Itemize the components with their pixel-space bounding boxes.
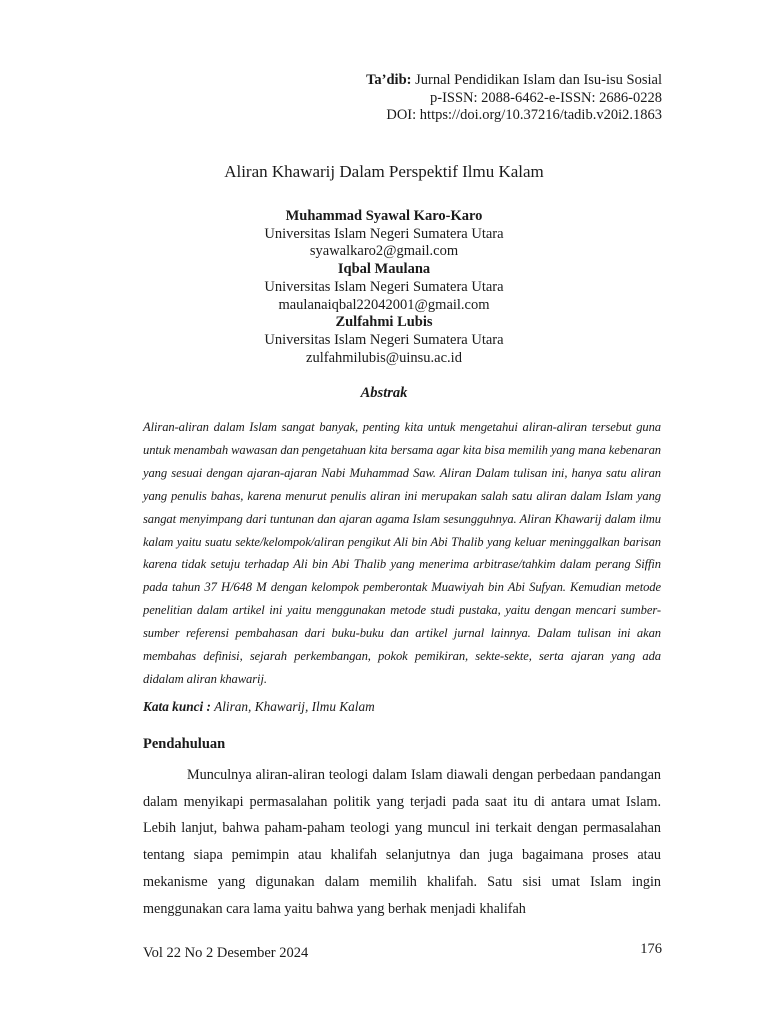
journal-issn: p-ISSN: 2088-6462-e-ISSN: 2686-0228 [430,89,662,106]
journal-name: Jurnal Pendidikan Islam dan Isu-isu Sosial [411,72,662,88]
keywords-label: Kata kunci : [143,699,211,714]
author-name: Zulfahmi Lubis [335,314,433,331]
author-list [0,208,768,367]
footer-volume: Vol 22 No 2 Desember 2024 [143,945,309,961]
author-email[interactable]: syawalkaro2@gmail.com [309,243,459,260]
author-affiliation: Universitas Islam Negeri Sumatera Utara [264,225,504,242]
journal-label: Ta’dib: [366,72,412,88]
page-number: 176 [640,941,662,957]
author-name: Iqbal Maulana [337,261,431,278]
author-email[interactable]: maulanaiqbal22042001@gmail.com [278,296,490,313]
article-title: Aliran Khawarij Dalam Perspektif Ilmu Kalam [224,162,544,181]
section-heading: Pendahuluan [143,736,226,752]
journal-doi[interactable]: DOI: https://doi.org/10.37216/tadib.v20i2.1863 [386,107,662,123]
keywords-value: Aliran, Khawarij, Ilmu Kalam [210,699,375,714]
section-text: Munculnya aliran-aliran teologi dalam Islam diawali dengan perbedaan pandangan dalam menyikapi permasalahan politik yang terjadi pada saat itu di antara umat Islam. Lebih lanjut, bahwa paham-paham teologi yang muncul ini terkait dengan permasalahan tentang siapa pemimpin atau khalifah selanjutnya dan juga bagaimana proses atau mekanisme yang digunakan dalam memilih khalifah. Satu sisi umat Islam ingin menggunakan cara lama yaitu bahwa yang berhak menjadi khalifah [143,767,661,917]
keywords [143,699,375,715]
author-affiliation: Universitas Islam Negeri Sumatera Utara [264,278,504,295]
abstract-heading: Abstrak [360,385,408,401]
abstract-text: Aliran-aliran dalam Islam sangat banyak, penting kita untuk mengetahui aliran-aliran tersebut guna untuk menambah wawasan dan pengetahuan kita bersama agar kita bisa memilih yang mana kebenaran yang sesuai dengan ajaran-ajaran Nabi Muhammad Saw. Aliran Dalam tulisan ini, hanya satu aliran yang penulis bahas, karena menurut penulis aliran ini merupakan salah satu aliran dalam Islam yang sangat menyimpang dari tuntunan dan ajaran agama Islam sesungguhnya. Aliran Khawarij dalam ilmu kalam yaitu suatu sekte/kelompok/aliran pengikut Ali bin Abi Thalib yang keluar meninggalkan barisan karena tidak setuju terhadap Ali bin Abi Thalib yang menerima arbitrase/tahkim dalam perang Siffin pada tahun 37 H/648 M dengan kelompok pemberontak Muawiyah bin Abi Sufyan. Kemudian metode penelitian dalam artikel ini yaitu menggunakan metode studi pustaka, yaitu dengan mencari sumber-sumber referensi pembahasan dari buku-buku dan artikel jurnal lainnya. Dalam tulisan ini akan membahas definisi, sejarah perkembangan, pokok pemikiran, sekte-sekte, serta ajaran yang ada didalam aliran khawarij. [143,420,661,686]
author-affiliation: Universitas Islam Negeri Sumatera Utara [264,331,504,348]
author-email[interactable]: zulfahmilubis@uinsu.ac.id [306,349,462,366]
journal-title-line [366,72,662,90]
journal-header [366,72,662,125]
author-name: Muhammad Syawal Karo-Karo [285,208,483,224]
